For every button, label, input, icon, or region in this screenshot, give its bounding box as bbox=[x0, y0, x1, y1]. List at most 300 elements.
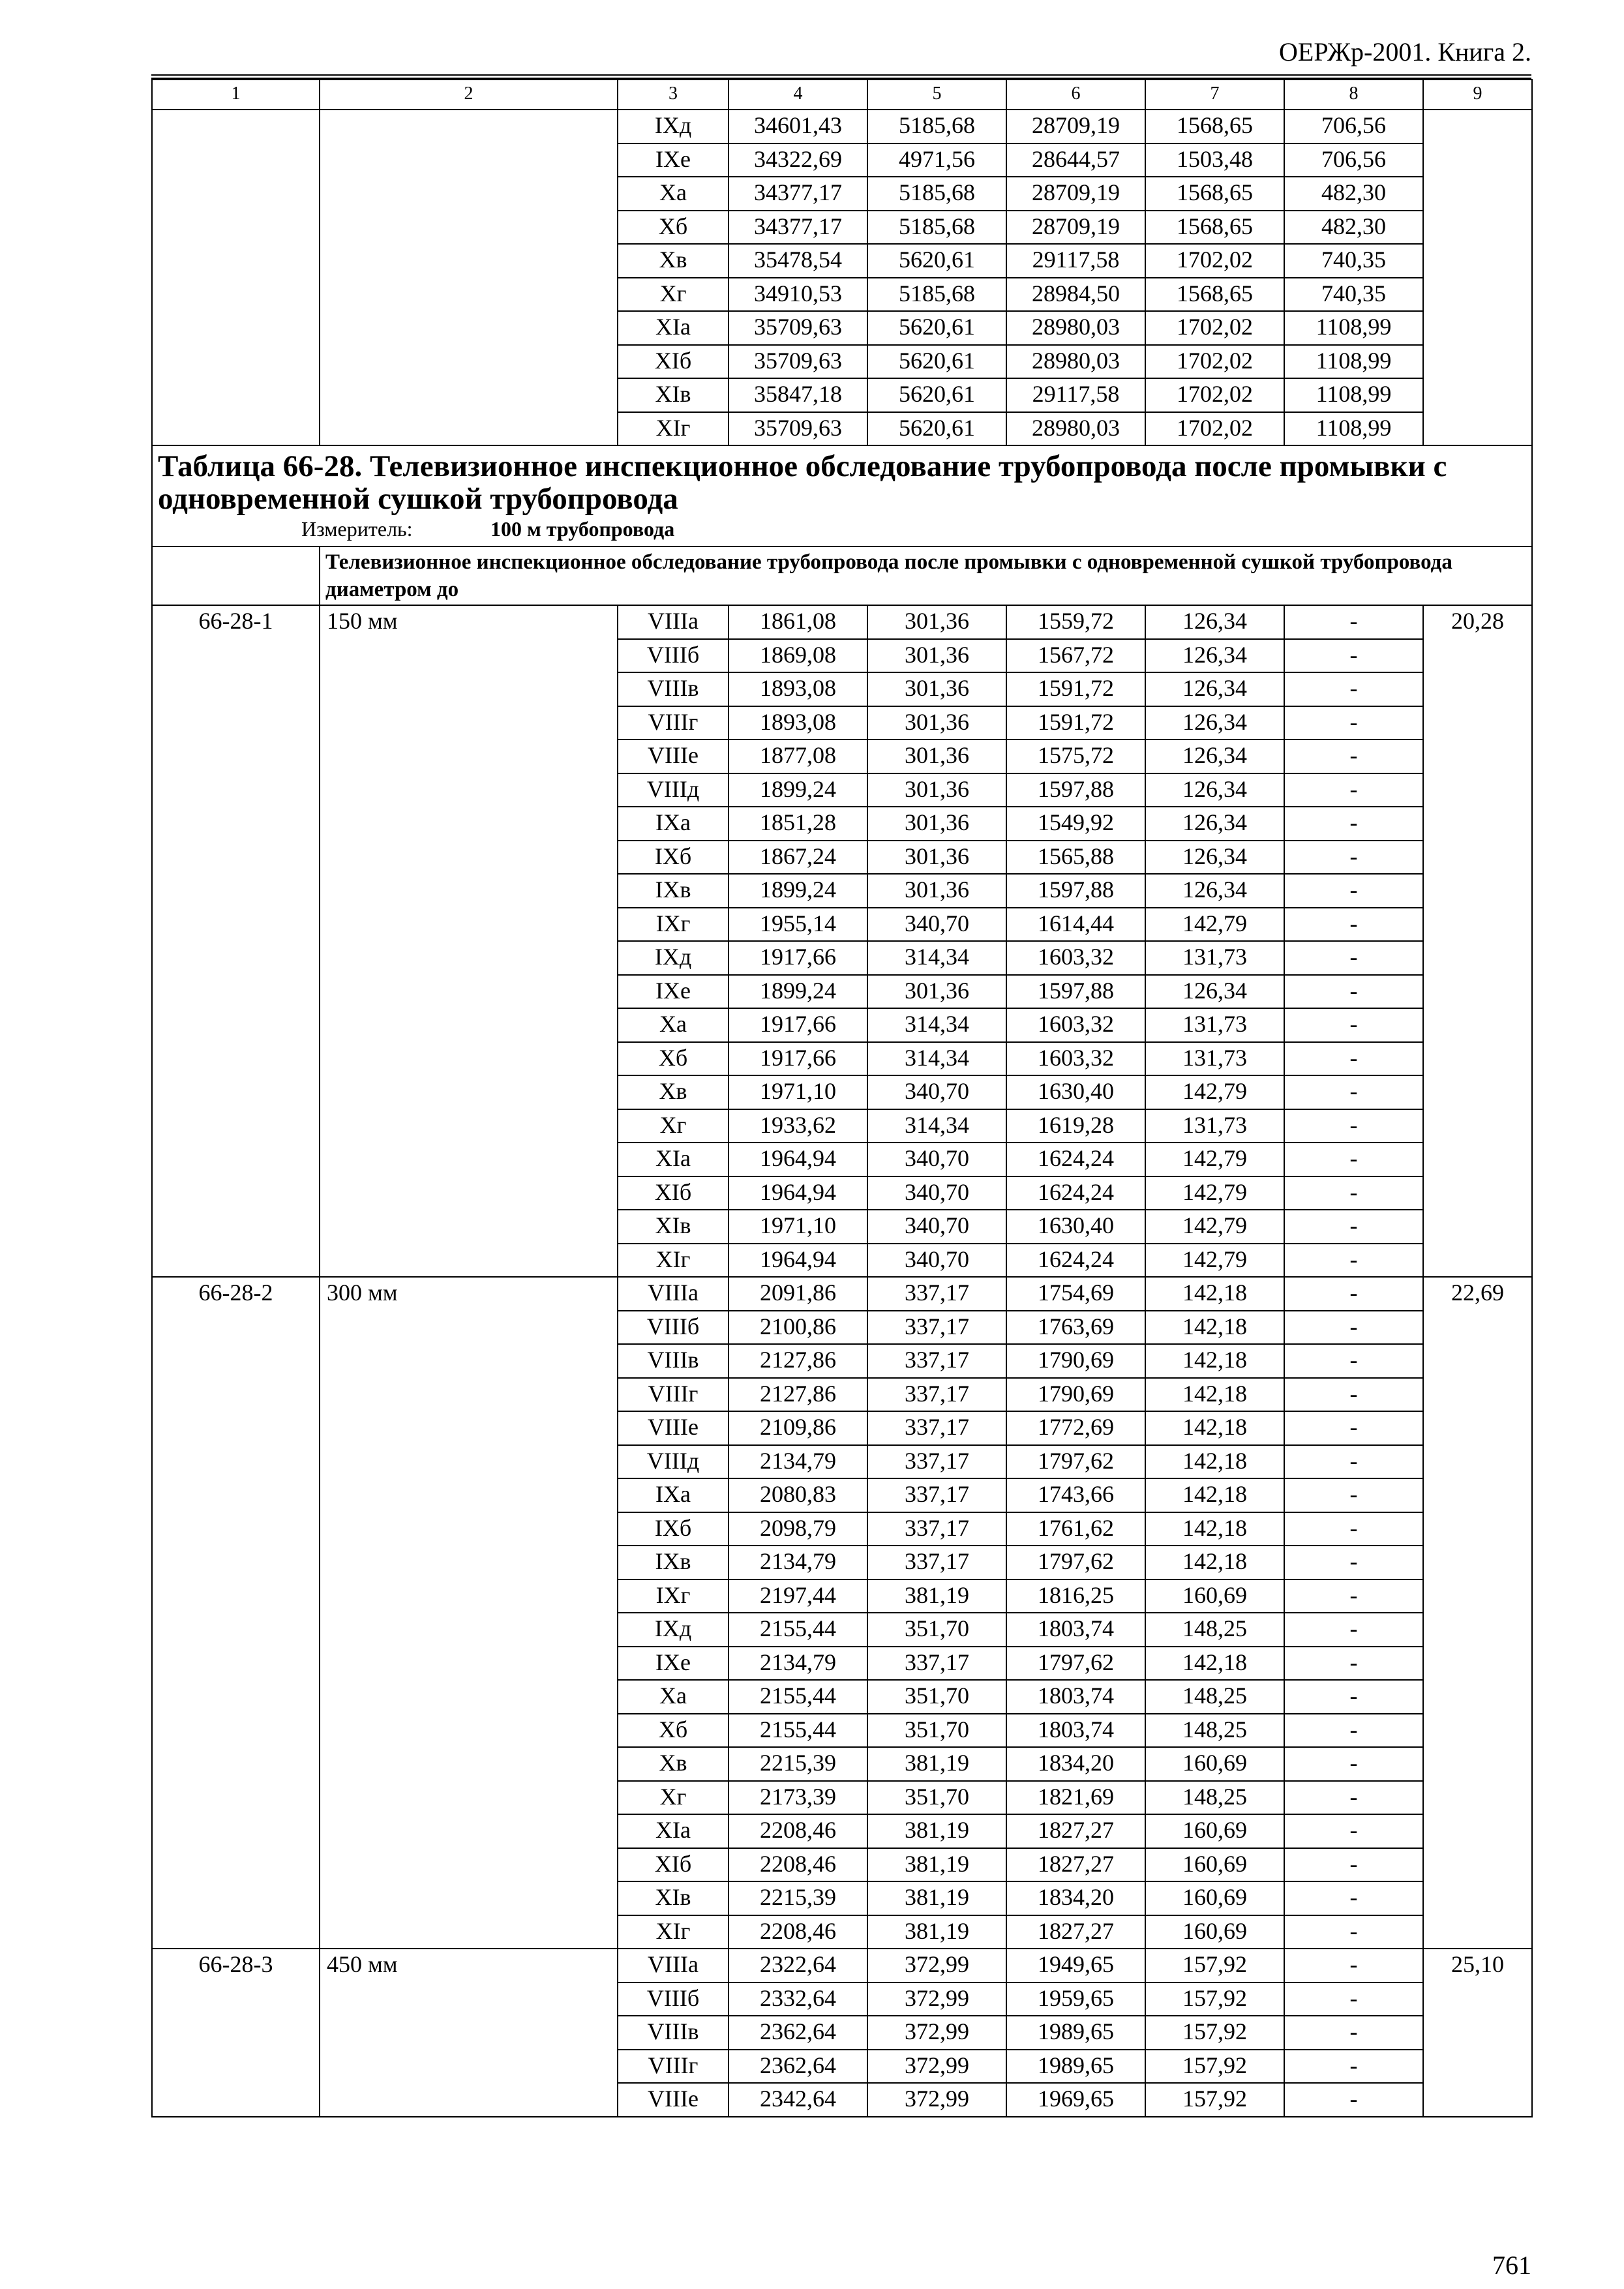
value-cell: 2208,46 bbox=[729, 1814, 867, 1848]
value-cell: 126,34 bbox=[1145, 841, 1284, 875]
value-cell: Xб bbox=[618, 1042, 729, 1076]
value-cell: IXе bbox=[618, 1647, 729, 1681]
value-cell: 142,18 bbox=[1145, 1478, 1284, 1512]
value-cell: 142,18 bbox=[1145, 1512, 1284, 1546]
value-cell: 2362,64 bbox=[729, 2016, 867, 2050]
value-cell: 482,30 bbox=[1284, 211, 1423, 245]
value-cell: 1702,02 bbox=[1145, 244, 1284, 278]
value-cell: Xа bbox=[618, 1008, 729, 1042]
value-cell: 1821,69 bbox=[1006, 1781, 1145, 1815]
value-cell: 34910,53 bbox=[729, 278, 867, 312]
rate-code: 66-28-1 bbox=[152, 605, 320, 1277]
value-cell: XIа bbox=[618, 1814, 729, 1848]
value-cell: 2134,79 bbox=[729, 1647, 867, 1681]
value-cell: IXд bbox=[618, 941, 729, 975]
value-cell: 1565,88 bbox=[1006, 841, 1145, 875]
value-cell: 126,34 bbox=[1145, 706, 1284, 740]
value-cell: 301,36 bbox=[867, 740, 1006, 773]
value-cell: - bbox=[1284, 1411, 1423, 1445]
rate-code: 66-28-2 bbox=[152, 1277, 320, 1949]
value-cell: 337,17 bbox=[867, 1344, 1006, 1378]
value-cell: 28709,19 bbox=[1006, 177, 1145, 211]
value-cell: - bbox=[1284, 1613, 1423, 1647]
value-cell: 1624,24 bbox=[1006, 1176, 1145, 1210]
value-cell: 157,92 bbox=[1145, 2083, 1284, 2117]
value-cell: 301,36 bbox=[867, 605, 1006, 639]
value-cell: 314,34 bbox=[867, 1109, 1006, 1143]
value-cell: 1630,40 bbox=[1006, 1210, 1145, 1244]
value-cell: 381,19 bbox=[867, 1814, 1006, 1848]
page-number: 761 bbox=[1492, 2251, 1531, 2280]
value-cell: 351,70 bbox=[867, 1613, 1006, 1647]
value-cell: - bbox=[1284, 1008, 1423, 1042]
value-cell: IXг bbox=[618, 1579, 729, 1613]
value-cell: 2215,39 bbox=[729, 1881, 867, 1915]
value-cell: 1790,69 bbox=[1006, 1344, 1145, 1378]
description-blank bbox=[152, 546, 320, 605]
value-cell: - bbox=[1284, 807, 1423, 841]
value-cell: 381,19 bbox=[867, 1747, 1006, 1781]
value-cell: 160,69 bbox=[1145, 1579, 1284, 1613]
value-cell: 160,69 bbox=[1145, 1881, 1284, 1915]
value-cell: 35847,18 bbox=[729, 378, 867, 412]
value-cell: 1851,28 bbox=[729, 807, 867, 841]
value-cell: - bbox=[1284, 1680, 1423, 1714]
value-cell: XIб bbox=[618, 345, 729, 379]
value-cell: 482,30 bbox=[1284, 177, 1423, 211]
value-cell: 314,34 bbox=[867, 1008, 1006, 1042]
value-cell: Xг bbox=[618, 278, 729, 312]
value-cell: 1108,99 bbox=[1284, 345, 1423, 379]
value-cell: XIв bbox=[618, 378, 729, 412]
value-cell: - bbox=[1284, 740, 1423, 773]
value-cell: 34601,43 bbox=[729, 110, 867, 143]
value-cell: XIг bbox=[618, 1244, 729, 1278]
value-cell: VIIIг bbox=[618, 1378, 729, 1412]
value-cell: 142,18 bbox=[1145, 1411, 1284, 1445]
value-cell: 131,73 bbox=[1145, 1042, 1284, 1076]
value-cell: 301,36 bbox=[867, 639, 1006, 673]
value-cell: 2173,39 bbox=[729, 1781, 867, 1815]
table-title-row bbox=[152, 445, 1532, 515]
labor-cost: 22,69 bbox=[1423, 1277, 1532, 1949]
value-cell: VIIIв bbox=[618, 1344, 729, 1378]
table-title: Таблица 66-28. Телевизионное инспекционное обследование трубопровода после промывки с одновременной сушкой трубопровода bbox=[152, 445, 1532, 515]
value-cell: - bbox=[1284, 1747, 1423, 1781]
value-cell: 34377,17 bbox=[729, 177, 867, 211]
value-cell: - bbox=[1284, 908, 1423, 942]
value-cell: - bbox=[1284, 1512, 1423, 1546]
value-cell: 1959,65 bbox=[1006, 1982, 1145, 2016]
value-cell: 5185,68 bbox=[867, 177, 1006, 211]
value-cell: Xг bbox=[618, 1781, 729, 1815]
value-cell: 1949,65 bbox=[1006, 1949, 1145, 1982]
value-cell: 1597,88 bbox=[1006, 874, 1145, 908]
value-cell: 2208,46 bbox=[729, 1848, 867, 1882]
value-cell: 142,79 bbox=[1145, 908, 1284, 942]
value-cell: VIIIе bbox=[618, 740, 729, 773]
value-cell: 1702,02 bbox=[1145, 412, 1284, 446]
value-cell: VIIIа bbox=[618, 605, 729, 639]
value-cell: 1827,27 bbox=[1006, 1915, 1145, 1949]
column-number: 8 bbox=[1284, 80, 1423, 110]
value-cell: 1933,62 bbox=[729, 1109, 867, 1143]
rates-table bbox=[151, 79, 1533, 2117]
value-cell: 706,56 bbox=[1284, 143, 1423, 177]
value-cell: 126,34 bbox=[1145, 975, 1284, 1009]
value-cell: - bbox=[1284, 1848, 1423, 1882]
value-cell: 301,36 bbox=[867, 773, 1006, 807]
value-cell: 148,25 bbox=[1145, 1680, 1284, 1714]
value-cell: 28709,19 bbox=[1006, 110, 1145, 143]
value-cell: 706,56 bbox=[1284, 110, 1423, 143]
column-number: 2 bbox=[320, 80, 618, 110]
value-cell: 1549,92 bbox=[1006, 807, 1145, 841]
value-cell: 740,35 bbox=[1284, 278, 1423, 312]
value-cell: 337,17 bbox=[867, 1647, 1006, 1681]
value-cell: 372,99 bbox=[867, 1982, 1006, 2016]
value-cell: 1790,69 bbox=[1006, 1378, 1145, 1412]
value-cell: 1964,94 bbox=[729, 1143, 867, 1176]
value-cell: 2100,86 bbox=[729, 1311, 867, 1345]
value-cell: 2127,86 bbox=[729, 1378, 867, 1412]
value-cell: 337,17 bbox=[867, 1411, 1006, 1445]
value-cell: 372,99 bbox=[867, 1949, 1006, 1982]
value-cell: 1597,88 bbox=[1006, 773, 1145, 807]
value-cell: 1955,14 bbox=[729, 908, 867, 942]
value-cell: 381,19 bbox=[867, 1915, 1006, 1949]
value-cell: - bbox=[1284, 1344, 1423, 1378]
value-cell: VIIIв bbox=[618, 2016, 729, 2050]
value-cell: 142,18 bbox=[1145, 1311, 1284, 1345]
value-cell: 142,79 bbox=[1145, 1210, 1284, 1244]
column-number: 1 bbox=[152, 80, 320, 110]
value-cell: VIIIд bbox=[618, 1445, 729, 1479]
value-cell: 2155,44 bbox=[729, 1613, 867, 1647]
value-cell: 1827,27 bbox=[1006, 1848, 1145, 1882]
value-cell: 337,17 bbox=[867, 1378, 1006, 1412]
value-cell: 142,18 bbox=[1145, 1647, 1284, 1681]
value-cell: VIIIб bbox=[618, 639, 729, 673]
value-cell: VIIIг bbox=[618, 706, 729, 740]
value-cell: 301,36 bbox=[867, 874, 1006, 908]
value-cell: 160,69 bbox=[1145, 1814, 1284, 1848]
value-cell: 1591,72 bbox=[1006, 706, 1145, 740]
column-number: 4 bbox=[729, 80, 867, 110]
value-cell: 126,34 bbox=[1145, 639, 1284, 673]
value-cell: - bbox=[1284, 1881, 1423, 1915]
value-cell: 1614,44 bbox=[1006, 908, 1145, 942]
value-cell: 1816,25 bbox=[1006, 1579, 1145, 1613]
value-cell: 381,19 bbox=[867, 1848, 1006, 1882]
value-cell: IXа bbox=[618, 1478, 729, 1512]
value-cell: 1797,62 bbox=[1006, 1647, 1145, 1681]
value-cell: 4971,56 bbox=[867, 143, 1006, 177]
value-cell: 1969,65 bbox=[1006, 2083, 1145, 2117]
value-cell: 2127,86 bbox=[729, 1344, 867, 1378]
value-cell: 1797,62 bbox=[1006, 1546, 1145, 1579]
value-cell: 35709,63 bbox=[729, 412, 867, 446]
value-cell: 157,92 bbox=[1145, 2016, 1284, 2050]
value-cell: 1797,62 bbox=[1006, 1445, 1145, 1479]
value-cell: 1772,69 bbox=[1006, 1411, 1145, 1445]
value-cell: 2080,83 bbox=[729, 1478, 867, 1512]
value-cell: 2215,39 bbox=[729, 1747, 867, 1781]
value-cell: VIIIв bbox=[618, 672, 729, 706]
value-cell: 1568,65 bbox=[1145, 211, 1284, 245]
value-cell: 381,19 bbox=[867, 1579, 1006, 1613]
value-cell: VIIIе bbox=[618, 2083, 729, 2117]
value-cell: 142,79 bbox=[1145, 1075, 1284, 1109]
value-cell: - bbox=[1284, 1915, 1423, 1949]
value-cell: IXг bbox=[618, 908, 729, 942]
value-cell: Xв bbox=[618, 244, 729, 278]
value-cell: 5620,61 bbox=[867, 311, 1006, 345]
value-cell: 301,36 bbox=[867, 807, 1006, 841]
value-cell: XIб bbox=[618, 1848, 729, 1882]
value-cell: IXд bbox=[618, 110, 729, 143]
value-cell: 337,17 bbox=[867, 1512, 1006, 1546]
value-cell: 337,17 bbox=[867, 1546, 1006, 1579]
value-cell: - bbox=[1284, 941, 1423, 975]
value-cell: 35709,63 bbox=[729, 345, 867, 379]
measure-row bbox=[152, 515, 1532, 546]
value-cell: - bbox=[1284, 706, 1423, 740]
value-cell: 2197,44 bbox=[729, 1579, 867, 1613]
value-cell: 2134,79 bbox=[729, 1445, 867, 1479]
value-cell: 1568,65 bbox=[1145, 278, 1284, 312]
value-cell: 28644,57 bbox=[1006, 143, 1145, 177]
value-cell: 314,34 bbox=[867, 1042, 1006, 1076]
value-cell: 142,18 bbox=[1145, 1277, 1284, 1311]
value-cell: 372,99 bbox=[867, 2083, 1006, 2117]
running-header: ОЕРЖр-2001. Книга 2. bbox=[1279, 37, 1531, 67]
value-cell: VIIIб bbox=[618, 1982, 729, 2016]
value-cell: 1603,32 bbox=[1006, 1008, 1145, 1042]
value-cell: 1803,74 bbox=[1006, 1714, 1145, 1748]
value-cell: 5185,68 bbox=[867, 278, 1006, 312]
value-cell: 1568,65 bbox=[1145, 110, 1284, 143]
value-cell: 35709,63 bbox=[729, 311, 867, 345]
value-cell: 1624,24 bbox=[1006, 1244, 1145, 1278]
value-cell: - bbox=[1284, 1378, 1423, 1412]
header-rule bbox=[151, 74, 1531, 76]
value-cell: 2322,64 bbox=[729, 1949, 867, 1982]
value-cell: 301,36 bbox=[867, 706, 1006, 740]
value-cell: 351,70 bbox=[867, 1714, 1006, 1748]
value-cell: 160,69 bbox=[1145, 1848, 1284, 1882]
value-cell: 1964,94 bbox=[729, 1244, 867, 1278]
labor-cost: 20,28 bbox=[1423, 605, 1532, 1277]
value-cell: 34322,69 bbox=[729, 143, 867, 177]
value-cell: 1867,24 bbox=[729, 841, 867, 875]
value-cell: 1624,24 bbox=[1006, 1143, 1145, 1176]
value-cell: 2155,44 bbox=[729, 1680, 867, 1714]
value-cell: 35478,54 bbox=[729, 244, 867, 278]
value-cell: 301,36 bbox=[867, 841, 1006, 875]
value-cell: 1559,72 bbox=[1006, 605, 1145, 639]
value-cell: 314,34 bbox=[867, 941, 1006, 975]
table-row bbox=[152, 605, 1532, 639]
value-cell: Xг bbox=[618, 1109, 729, 1143]
col9-cell bbox=[1423, 110, 1532, 445]
value-cell: IXа bbox=[618, 807, 729, 841]
value-cell: 5620,61 bbox=[867, 412, 1006, 446]
value-cell: 2134,79 bbox=[729, 1546, 867, 1579]
value-cell: 1964,94 bbox=[729, 1176, 867, 1210]
value-cell: - bbox=[1284, 605, 1423, 639]
value-cell: VIIIе bbox=[618, 1411, 729, 1445]
value-cell: 740,35 bbox=[1284, 244, 1423, 278]
value-cell: 34377,17 bbox=[729, 211, 867, 245]
value-cell: - bbox=[1284, 1109, 1423, 1143]
value-cell: 126,34 bbox=[1145, 605, 1284, 639]
value-cell: VIIIг bbox=[618, 2050, 729, 2084]
value-cell: 131,73 bbox=[1145, 1008, 1284, 1042]
labor-cost: 25,10 bbox=[1423, 1949, 1532, 2117]
value-cell: - bbox=[1284, 1042, 1423, 1076]
value-cell: 5620,61 bbox=[867, 244, 1006, 278]
value-cell: 160,69 bbox=[1145, 1747, 1284, 1781]
value-cell: 337,17 bbox=[867, 1445, 1006, 1479]
value-cell: 142,18 bbox=[1145, 1445, 1284, 1479]
value-cell: 1743,66 bbox=[1006, 1478, 1145, 1512]
value-cell: IXв bbox=[618, 874, 729, 908]
value-cell: 2091,86 bbox=[729, 1277, 867, 1311]
value-cell: 126,34 bbox=[1145, 874, 1284, 908]
value-cell: 1827,27 bbox=[1006, 1814, 1145, 1848]
value-cell: 142,18 bbox=[1145, 1546, 1284, 1579]
value-cell: 1603,32 bbox=[1006, 1042, 1145, 1076]
value-cell: 142,18 bbox=[1145, 1378, 1284, 1412]
value-cell: 126,34 bbox=[1145, 740, 1284, 773]
value-cell: - bbox=[1284, 1478, 1423, 1512]
value-cell: 1763,69 bbox=[1006, 1311, 1145, 1345]
value-cell: - bbox=[1284, 1546, 1423, 1579]
value-cell: 29117,58 bbox=[1006, 378, 1145, 412]
value-cell: Xв bbox=[618, 1747, 729, 1781]
pipe-diameter: 150 мм bbox=[320, 605, 618, 1277]
value-cell: 2208,46 bbox=[729, 1915, 867, 1949]
value-cell: 337,17 bbox=[867, 1311, 1006, 1345]
value-cell: 2098,79 bbox=[729, 1512, 867, 1546]
value-cell: 1899,24 bbox=[729, 773, 867, 807]
value-cell: 1877,08 bbox=[729, 740, 867, 773]
column-number: 7 bbox=[1145, 80, 1284, 110]
value-cell: 1108,99 bbox=[1284, 311, 1423, 345]
value-cell: 28980,03 bbox=[1006, 412, 1145, 446]
table-row bbox=[152, 110, 1532, 143]
value-cell: IXе bbox=[618, 143, 729, 177]
value-cell: - bbox=[1284, 975, 1423, 1009]
value-cell: 157,92 bbox=[1145, 1982, 1284, 2016]
value-cell: - bbox=[1284, 1075, 1423, 1109]
value-cell: 301,36 bbox=[867, 975, 1006, 1009]
value-cell: 1575,72 bbox=[1006, 740, 1145, 773]
value-cell: XIг bbox=[618, 1915, 729, 1949]
column-number: 9 bbox=[1423, 80, 1532, 110]
measure-label: Измеритель: bbox=[301, 517, 413, 541]
rate-code: 66-28-3 bbox=[152, 1949, 320, 2117]
value-cell: 340,70 bbox=[867, 1143, 1006, 1176]
value-cell: - bbox=[1284, 1647, 1423, 1681]
value-cell: XIа bbox=[618, 1143, 729, 1176]
value-cell: 157,92 bbox=[1145, 2050, 1284, 2084]
value-cell: Xа bbox=[618, 1680, 729, 1714]
value-cell: 1834,20 bbox=[1006, 1881, 1145, 1915]
value-cell: 5185,68 bbox=[867, 211, 1006, 245]
value-cell: 301,36 bbox=[867, 672, 1006, 706]
column-number: 6 bbox=[1006, 80, 1145, 110]
value-cell: 160,69 bbox=[1145, 1915, 1284, 1949]
value-cell: 126,34 bbox=[1145, 807, 1284, 841]
value-cell: 1567,72 bbox=[1006, 639, 1145, 673]
value-cell: - bbox=[1284, 672, 1423, 706]
value-cell: XIа bbox=[618, 311, 729, 345]
value-cell: - bbox=[1284, 1949, 1423, 1982]
value-cell: 2155,44 bbox=[729, 1714, 867, 1748]
value-cell: 2109,86 bbox=[729, 1411, 867, 1445]
value-cell: 1917,66 bbox=[729, 1042, 867, 1076]
value-cell: 142,79 bbox=[1145, 1176, 1284, 1210]
measure-value: 100 м трубопровода bbox=[490, 517, 675, 541]
value-cell: 28980,03 bbox=[1006, 345, 1145, 379]
column-number: 3 bbox=[618, 80, 729, 110]
work-description: Телевизионное инспекционное обследование трубопровода после промывки с одновременной сушкой трубопровода диаметром до bbox=[320, 546, 1532, 605]
value-cell: 1989,65 bbox=[1006, 2016, 1145, 2050]
value-cell: 157,92 bbox=[1145, 1949, 1284, 1982]
value-cell: - bbox=[1284, 1143, 1423, 1176]
diameter-cell bbox=[320, 110, 618, 445]
value-cell: 131,73 bbox=[1145, 941, 1284, 975]
value-cell: 29117,58 bbox=[1006, 244, 1145, 278]
value-cell: 148,25 bbox=[1145, 1714, 1284, 1748]
value-cell: 340,70 bbox=[867, 1244, 1006, 1278]
value-cell: 337,17 bbox=[867, 1277, 1006, 1311]
value-cell: 28984,50 bbox=[1006, 278, 1145, 312]
value-cell: Xв bbox=[618, 1075, 729, 1109]
value-cell: 1971,10 bbox=[729, 1210, 867, 1244]
value-cell: 1503,48 bbox=[1145, 143, 1284, 177]
value-cell: 1971,10 bbox=[729, 1075, 867, 1109]
value-cell: VIIIб bbox=[618, 1311, 729, 1345]
value-cell: 340,70 bbox=[867, 1176, 1006, 1210]
value-cell: 1803,74 bbox=[1006, 1680, 1145, 1714]
value-cell: 1989,65 bbox=[1006, 2050, 1145, 2084]
value-cell: VIIIд bbox=[618, 773, 729, 807]
value-cell: 1619,28 bbox=[1006, 1109, 1145, 1143]
value-cell: 1754,69 bbox=[1006, 1277, 1145, 1311]
value-cell: - bbox=[1284, 874, 1423, 908]
value-cell: - bbox=[1284, 1311, 1423, 1345]
value-cell: 337,17 bbox=[867, 1478, 1006, 1512]
value-cell: 2342,64 bbox=[729, 2083, 867, 2117]
value-cell: - bbox=[1284, 1244, 1423, 1278]
table-row bbox=[152, 1949, 1532, 1982]
value-cell: XIв bbox=[618, 1881, 729, 1915]
value-cell: 1899,24 bbox=[729, 874, 867, 908]
value-cell: - bbox=[1284, 2050, 1423, 2084]
value-cell: 1702,02 bbox=[1145, 378, 1284, 412]
value-cell: VIIIа bbox=[618, 1277, 729, 1311]
value-cell: - bbox=[1284, 1579, 1423, 1613]
column-number-row bbox=[152, 80, 1532, 110]
value-cell: - bbox=[1284, 841, 1423, 875]
value-cell: 340,70 bbox=[867, 1075, 1006, 1109]
column-number: 5 bbox=[867, 80, 1006, 110]
value-cell: XIв bbox=[618, 1210, 729, 1244]
value-cell: 351,70 bbox=[867, 1680, 1006, 1714]
